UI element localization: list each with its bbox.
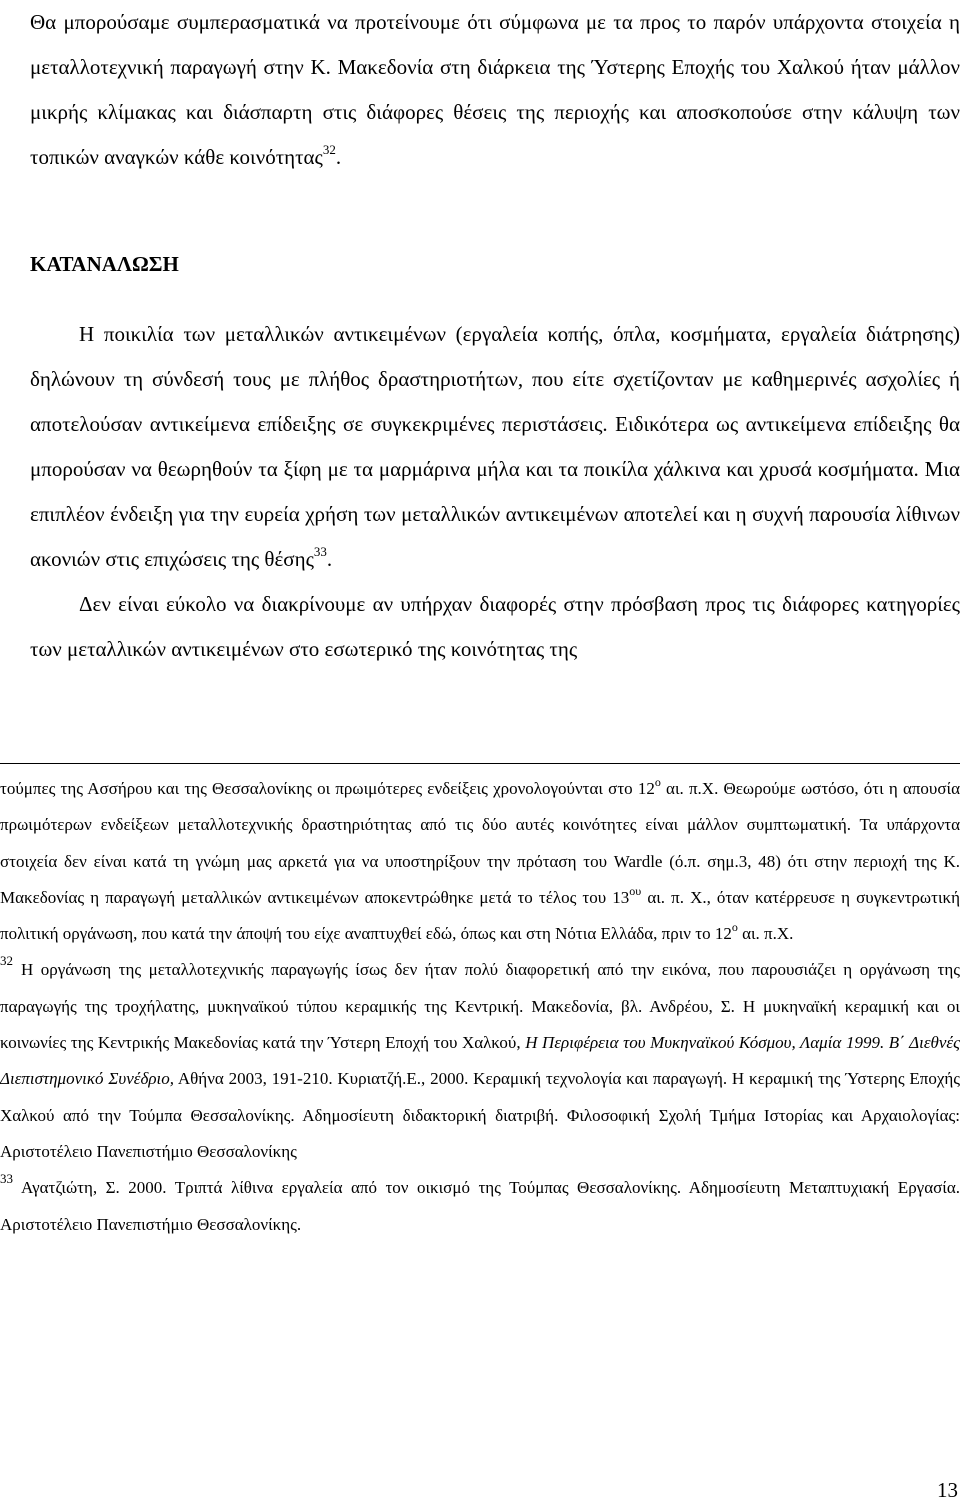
footnote-continuation: τούμπες της Ασσήρου και της Θεσσαλονίκης οι πρωιμότερες ενδείξεις χρονολογούνται στο $12^o$ αι. π.Χ. Θεωρούμε ωστόσο, ότι η απουσία πρωιμότερων ενδείξεων μεταλλοτεχνικής δραστηριότητας από τις δύο αυτές κοινότητες είναι μάλλον συμπτωματική. Τα υπάρχοντα στοιχεία δεν είναι κατά τη γνώμη μας αρκετά για να υποστηρίξουν την πρόταση του Wardle (ό.π. σημ.3, 48) ότι στην περιοχή της Κ. Μακεδονίας η παραγωγή μεταλλικών αντικειμένων αποκεντρώθηκε μετά το τέλος του $13^{o\upsilon}$ αι. π. Χ., όταν κατέρρευσε η συγκεντρωτική πολιτική οργάνωση, που κατά την άποψή του είχε αναπτυχθεί εδώ, όπως και στη Νότια Ελλάδα, πριν το $12^o$ αι. π.Χ. xyxy=(0,775,960,944)
footnote-ref-33[interactable]: 33 xyxy=(313,544,327,559)
footnote-33: $^{33}$ Αγατζιώτη, Σ. 2000. Τριπτά λίθινα εργαλεία από τον οικισμό της Τούμπας Θεσσαλονίκης. Αδημοσίευτη Μεταπτυχιακή Εργασία. Αριστοτέλειο Πανεπιστήμιο Θεσσαλονίκης. xyxy=(0,1171,960,1234)
section-heading: ΚΑΤΑΝΑΛΩΣΗ xyxy=(30,252,179,276)
page-number: 13 xyxy=(937,1478,958,1502)
paragraph-intro: Θα μπορούσαμε συμπερασματικά να προτείνουμε ότι σύμφωνα με τα προς το παρόν υπάρχοντα στοιχεία η μεταλλοτεχνική παραγωγή στην Κ. Μακεδονία στη διάρκεια της Ύστερης Εποχής του Χαλκού ήταν μάλλον μικρής κλίμακας και διάσπαρτη στις διάφορες θέσεις της περιοχής και αποσκοπούσε στην κάλυψη των τοπικών αναγκών κάθε κοινότητας$^{32}$. xyxy=(30,10,960,169)
paragraph-intro-text: Θα μπορούσαμε συμπερασματικά να προτείνουμε ότι σύμφωνα με τα προς το παρόν υπάρχοντα στοιχεία η μεταλλοτεχνική παραγωγή στην Κ. Μακεδονία στη διάρκεια της Ύστερης Εποχής του Χαλκού ήταν μάλλον μικρής κλίμακας και διάσπαρτη στις διάφορες θέσεις της περιοχής και αποσκοπούσε στην κάλυψη των τοπικών αναγκών κάθε κοινότητας xyxy=(30,10,960,169)
paragraph-consumption-text: Η ποικιλία των μεταλλικών αντικειμένων (εργαλεία κοπής, όπλα, κοσμήματα, εργαλεία διάτρησης) δηλώνουν τη σύνδεσή τους με πλήθος δραστηριοτήτων, που είτε σχετίζονταν με καθημερινές ασχολίες ή αποτελούσαν αντικείμενα επίδειξης σε συγκεκριμένες περιστάσεις. Ειδικότερα ως αντικείμενα επίδειξης θα μπορούσαν να θεωρηθούν τα ξίφη με τα μαρμάρινα μήλα και τα ποικίλα χάλκινα και χρυσά κοσμήματα. Μια επιπλέον ένδειξη για την ευρεία χρήση των μεταλλικών αντικειμένων αποτελεί και η συχνή παρουσία λίθινων ακονιών στις επιχώσεις της θέσης xyxy=(30,322,960,571)
footnote-32: $^{32}$ Η οργάνωση της μεταλλοτεχνικής παραγωγής ίσως δεν ήταν πολύ διαφορετική από την εικόνα, που παρουσιάζει η οργάνωση της παραγωγής της τροχήλατης, μυκηναϊκού τύπου κεραμικής της Κεντρική. Μακεδονία, βλ. Ανδρέου, Σ. Η μυκηναϊκή κεραμική και οι κοινωνίες της Κεντρικής Μακεδονίας κατά την Ύστερη Εποχή του Χαλκού, Η Περιφέρεια του Μυκηναϊκού Κόσμου, Λαμία 1999. Β΄ Διεθνές Διεπιστημονικό Συνέδριο, Αθήνα 2003, 191-210. Κυριατζή.Ε., 2000. Κεραμική τεχνολογία και παραγωγή. Η κεραμική της Ύστερης Εποχής Χαλκού από την Τούμπα Θεσσαλονίκης. Αδημοσίευτη διδακτορική διατριβή. Φιλοσοφική Σχολή Τμήμα Ιστορίας και Αρχαιολογίας: Αριστοτέλειο Πανεπιστήμιο Θεσσαλονίκης xyxy=(0,953,960,1161)
footnote-ref-32[interactable]: 32 xyxy=(322,142,336,157)
footnote-33-number: 33 xyxy=(0,1171,13,1187)
footnotes xyxy=(0,771,960,1243)
paragraph-consumption: Η ποικιλία των μεταλλικών αντικειμένων (εργαλεία κοπής, όπλα, κοσμήματα, εργαλεία διάτρησης) δηλώνουν τη σύνδεσή τους με πλήθος δραστηριοτήτων, που είτε σχετίζονταν με καθημερινές ασχολίες ή αποτελούσαν αντικείμενα επίδειξης σε συγκεκριμένες περιστάσεις. Ειδικότερα ως αντικείμενα επίδειξης θα μπορούσαν να θεωρηθούν τα ξίφη με τα μαρμάρινα μήλα και τα ποικίλα χάλκινα και χρυσά κοσμήματα. Μια επιπλέον ένδειξη για την ευρεία χρήση των μεταλλικών αντικειμένων αποτελεί και η συχνή παρουσία λίθινων ακονιών στις επιχώσεις της θέσης$^{33}$. xyxy=(30,322,960,571)
footnote-32-italic-title: Η Περιφέρεια του Μυκηναϊκού Κόσμου, Λαμία 1999. Β΄ Διεθνές Διεπιστημονικό Συνέδριο, xyxy=(0,1033,960,1089)
paragraph-access: Δεν είναι εύκολο να διακρίνουμε αν υπήρχαν διαφορές στην πρόσβαση προς τις διάφορες κατηγορίες των μεταλλικών αντικειμένων στο εσωτερικό της κοινότητας της xyxy=(30,592,960,661)
footnote-32-number: 32 xyxy=(0,953,13,969)
main-text xyxy=(30,0,960,672)
footnote-separator xyxy=(0,763,960,764)
